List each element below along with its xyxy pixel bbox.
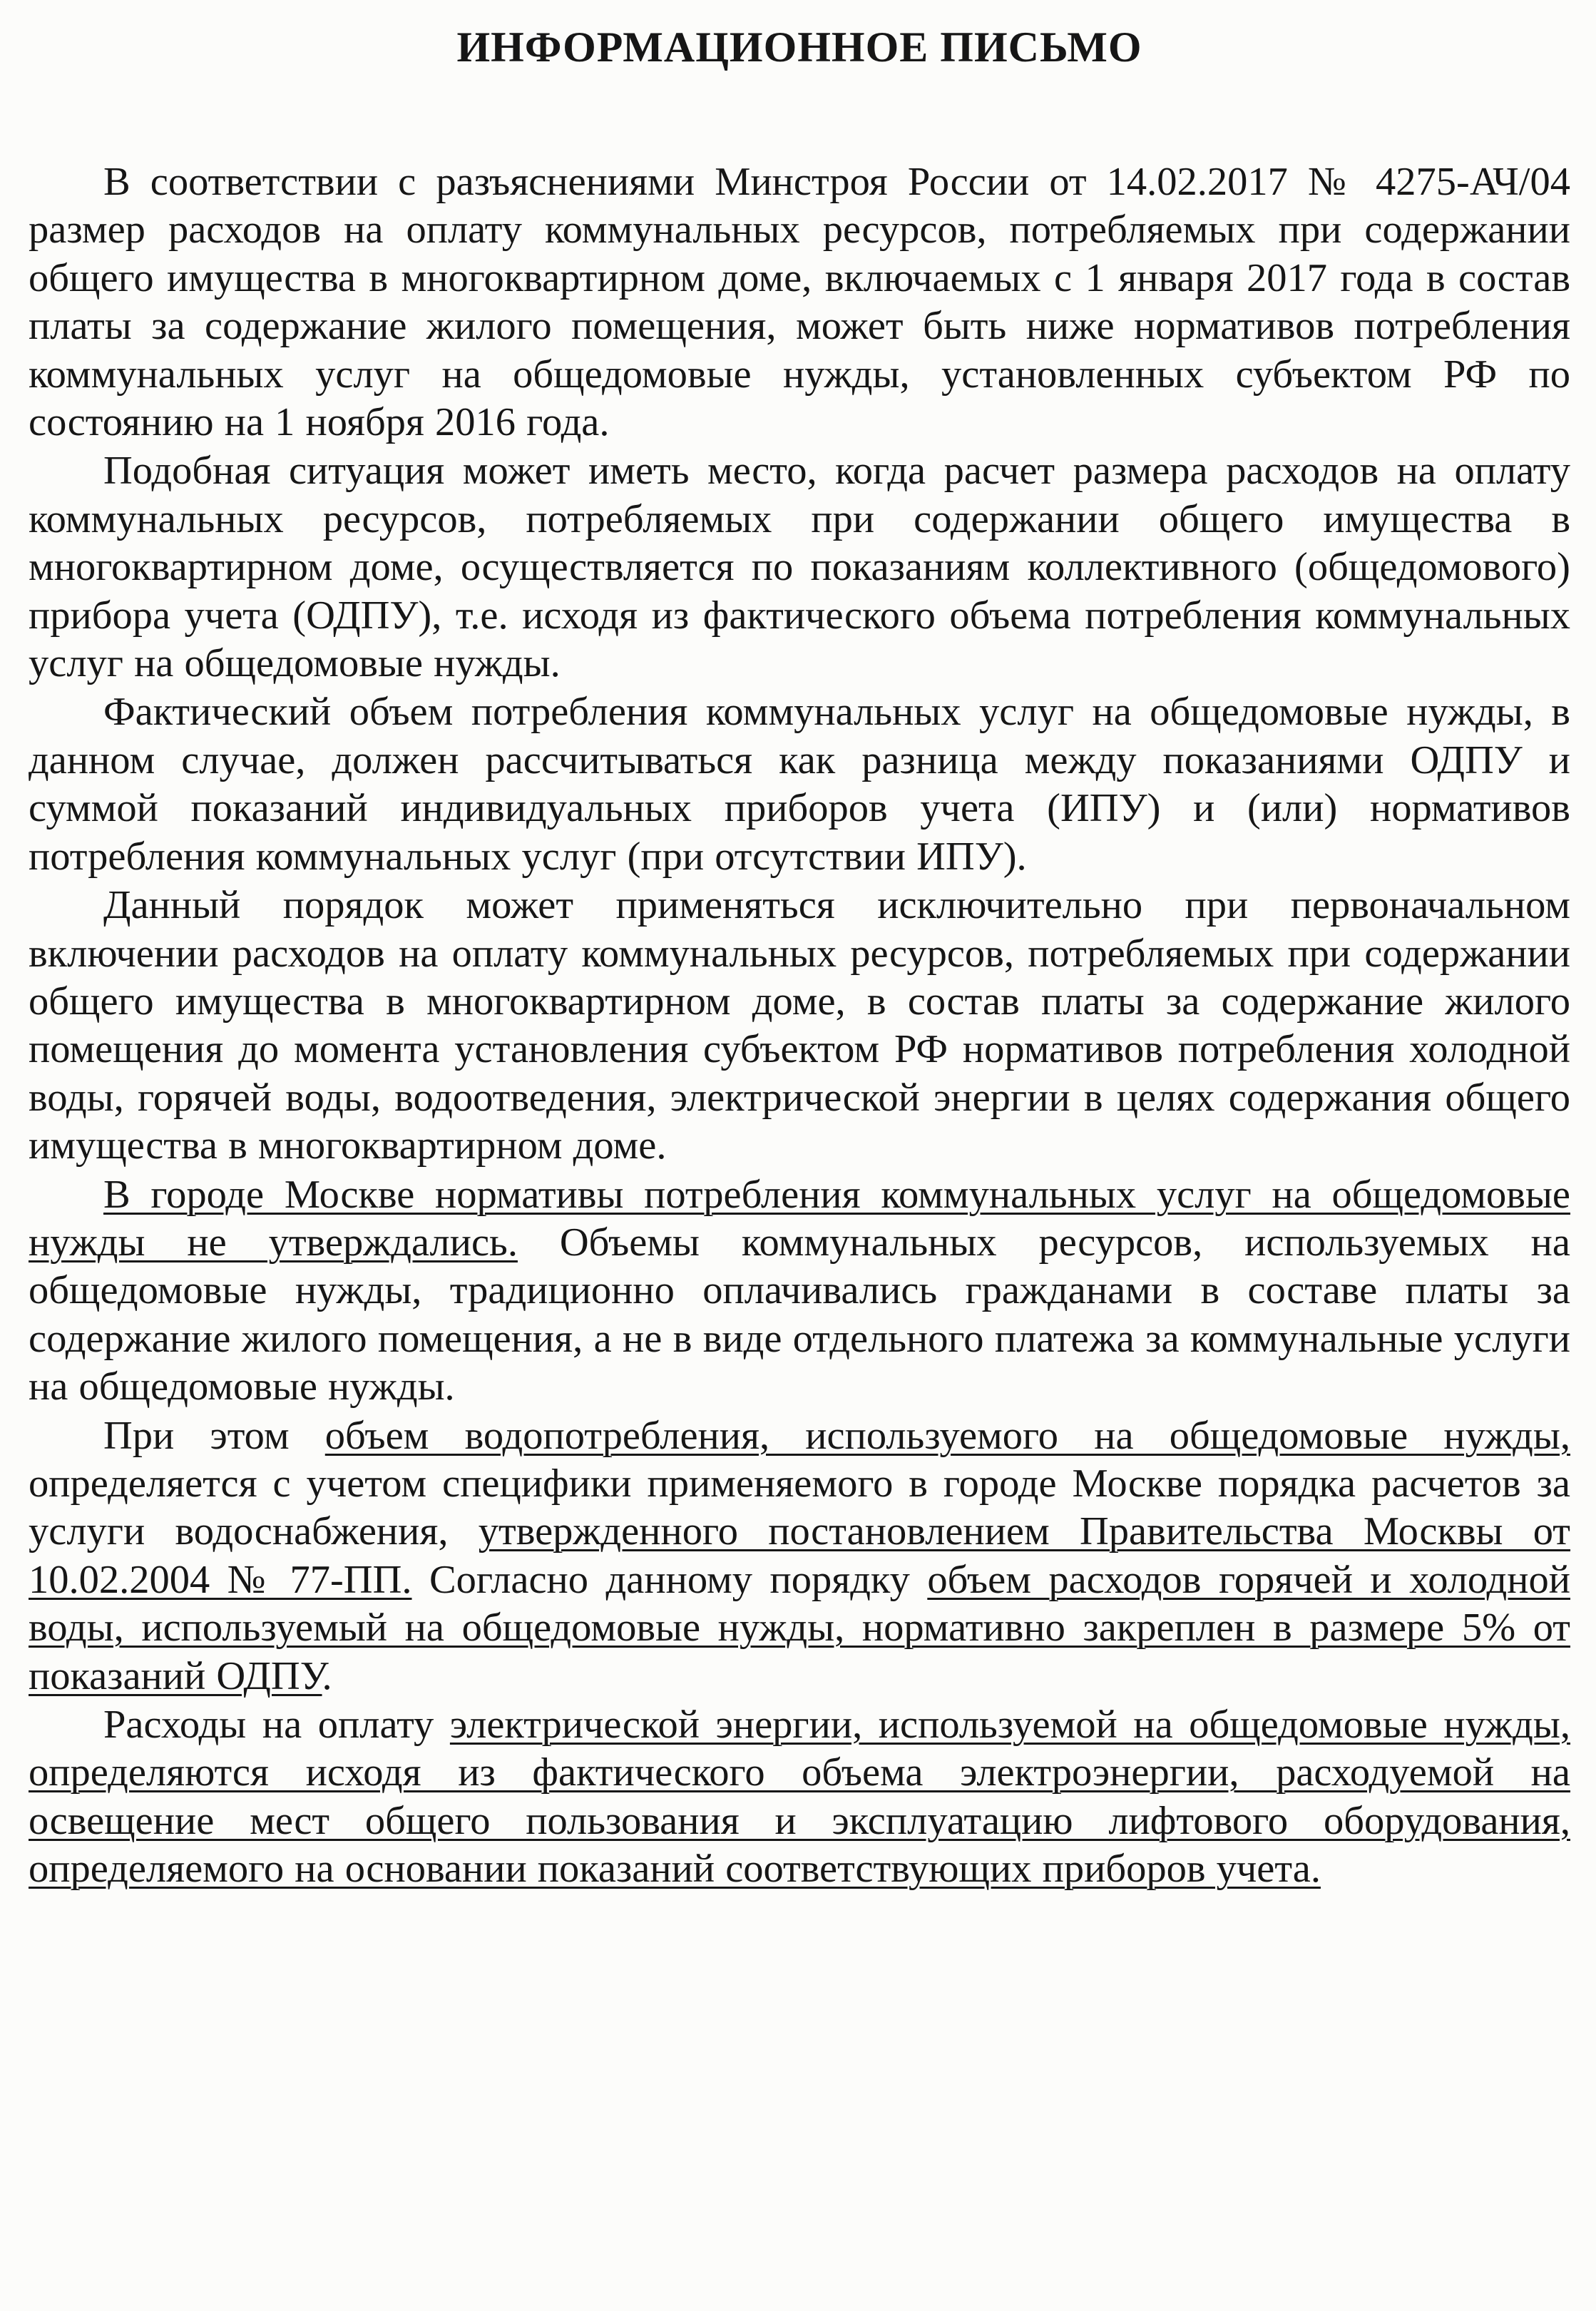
paragraph-text: При этом — [103, 1413, 325, 1458]
underlined-text: В городе Москве нормативы потребления коммунальных услуг на общедомовые нужды не утверждались. — [29, 1172, 1570, 1265]
paragraph-text: Подобная ситуация может иметь место, когда расчет размера расходов на оплату коммунальных ресурсов, потребляемых при содержании общего имущества в многоквартирном доме, осуществляется по показаниям коллективного (общедомового) прибора учета (ОДПУ), т.е. исходя из фактического объема потребления коммунальных услуг на общедомовые нужды. — [29, 449, 1570, 686]
paragraph-text: определяется с учетом специфики применяемого в городе Москве порядка расчетов за услуги водоснабжения, — [29, 1461, 1570, 1554]
paragraph-text: Фактический объем потребления коммунальных услуг на общедомовые нужды, в данном случае, должен рассчитываться как разница между показаниями ОДПУ и суммой показаний индивидуальных приборов учета (ИПУ) и (или) нормативов потребления коммунальных услуг (при отсутствии ИПУ). — [29, 690, 1570, 879]
paragraph — [29, 1701, 1570, 1894]
paragraph — [29, 158, 1570, 447]
underlined-text: объем водопотребления, используемого на общедомовые нужды, — [324, 1413, 1570, 1458]
document-title: ИНФОРМАЦИОННОЕ ПИСЬМО — [456, 24, 1142, 71]
underlined-text: утвержденного постановлением Правительства Москвы от 10.02.2004 № 77-ПП. — [29, 1509, 1571, 1602]
paragraph-text: . — [322, 1653, 332, 1698]
underlined-text: объем расходов горячей и холодной воды, используемый на общедомовые нужды, нормативно закреплен в размере 5% от показаний ОДПУ — [29, 1557, 1570, 1698]
paragraph — [29, 447, 1570, 688]
paragraph — [29, 882, 1570, 1170]
paragraph — [29, 1171, 1570, 1412]
paragraph — [29, 1412, 1570, 1700]
paragraph-text: Данный порядок может применяться исключительно при первоначальном включении расходов на оплату коммунальных ресурсов, потребляемых при содержании общего имущества в многоквартирном доме, в состав платы за содержание жилого помещения до момента установления субъектом РФ нормативов потребления холодной воды, горячей воды, водоотведения, электрической энергии в целях содержания общего имущества в многоквартирном доме. — [29, 883, 1570, 1168]
document-body — [29, 158, 1570, 1894]
underlined-text: электрической энергии, используемой на общедомовые нужды, определяются исходя из фактического объема электроэнергии, расходуемой на освещение мест общего пользования и эксплуатацию лифтового оборудования, определяемого на основании показаний соответствующих приборов учета. — [29, 1703, 1570, 1892]
paragraph-text: В соответствии с разъяснениями Минстроя России от 14.02.2017 № 4275-АЧ/04 размер расходов на оплату коммунальных ресурсов, потребляемых при содержании общего имущества в многоквартирном доме, включаемых с 1 января 2017 года в состав платы за содержание жилого помещения, может быть ниже нормативов потребления коммунальных услуг на общедомовые нужды, установленных субъектом РФ по состоянию на 1 ноября 2016 года. — [29, 160, 1570, 445]
paragraph-text: Согласно данному порядку — [411, 1557, 928, 1602]
paragraph-text: Расходы на оплату — [103, 1703, 450, 1747]
paragraph-text: Объемы коммунальных ресурсов, используемых на общедомовые нужды, традиционно оплачивались гражданами в составе платы за содержание жилого помещения, а не в виде отдельного платежа за коммунальные услуги на общедомовые нужды. — [29, 1220, 1570, 1409]
paragraph — [29, 688, 1570, 881]
